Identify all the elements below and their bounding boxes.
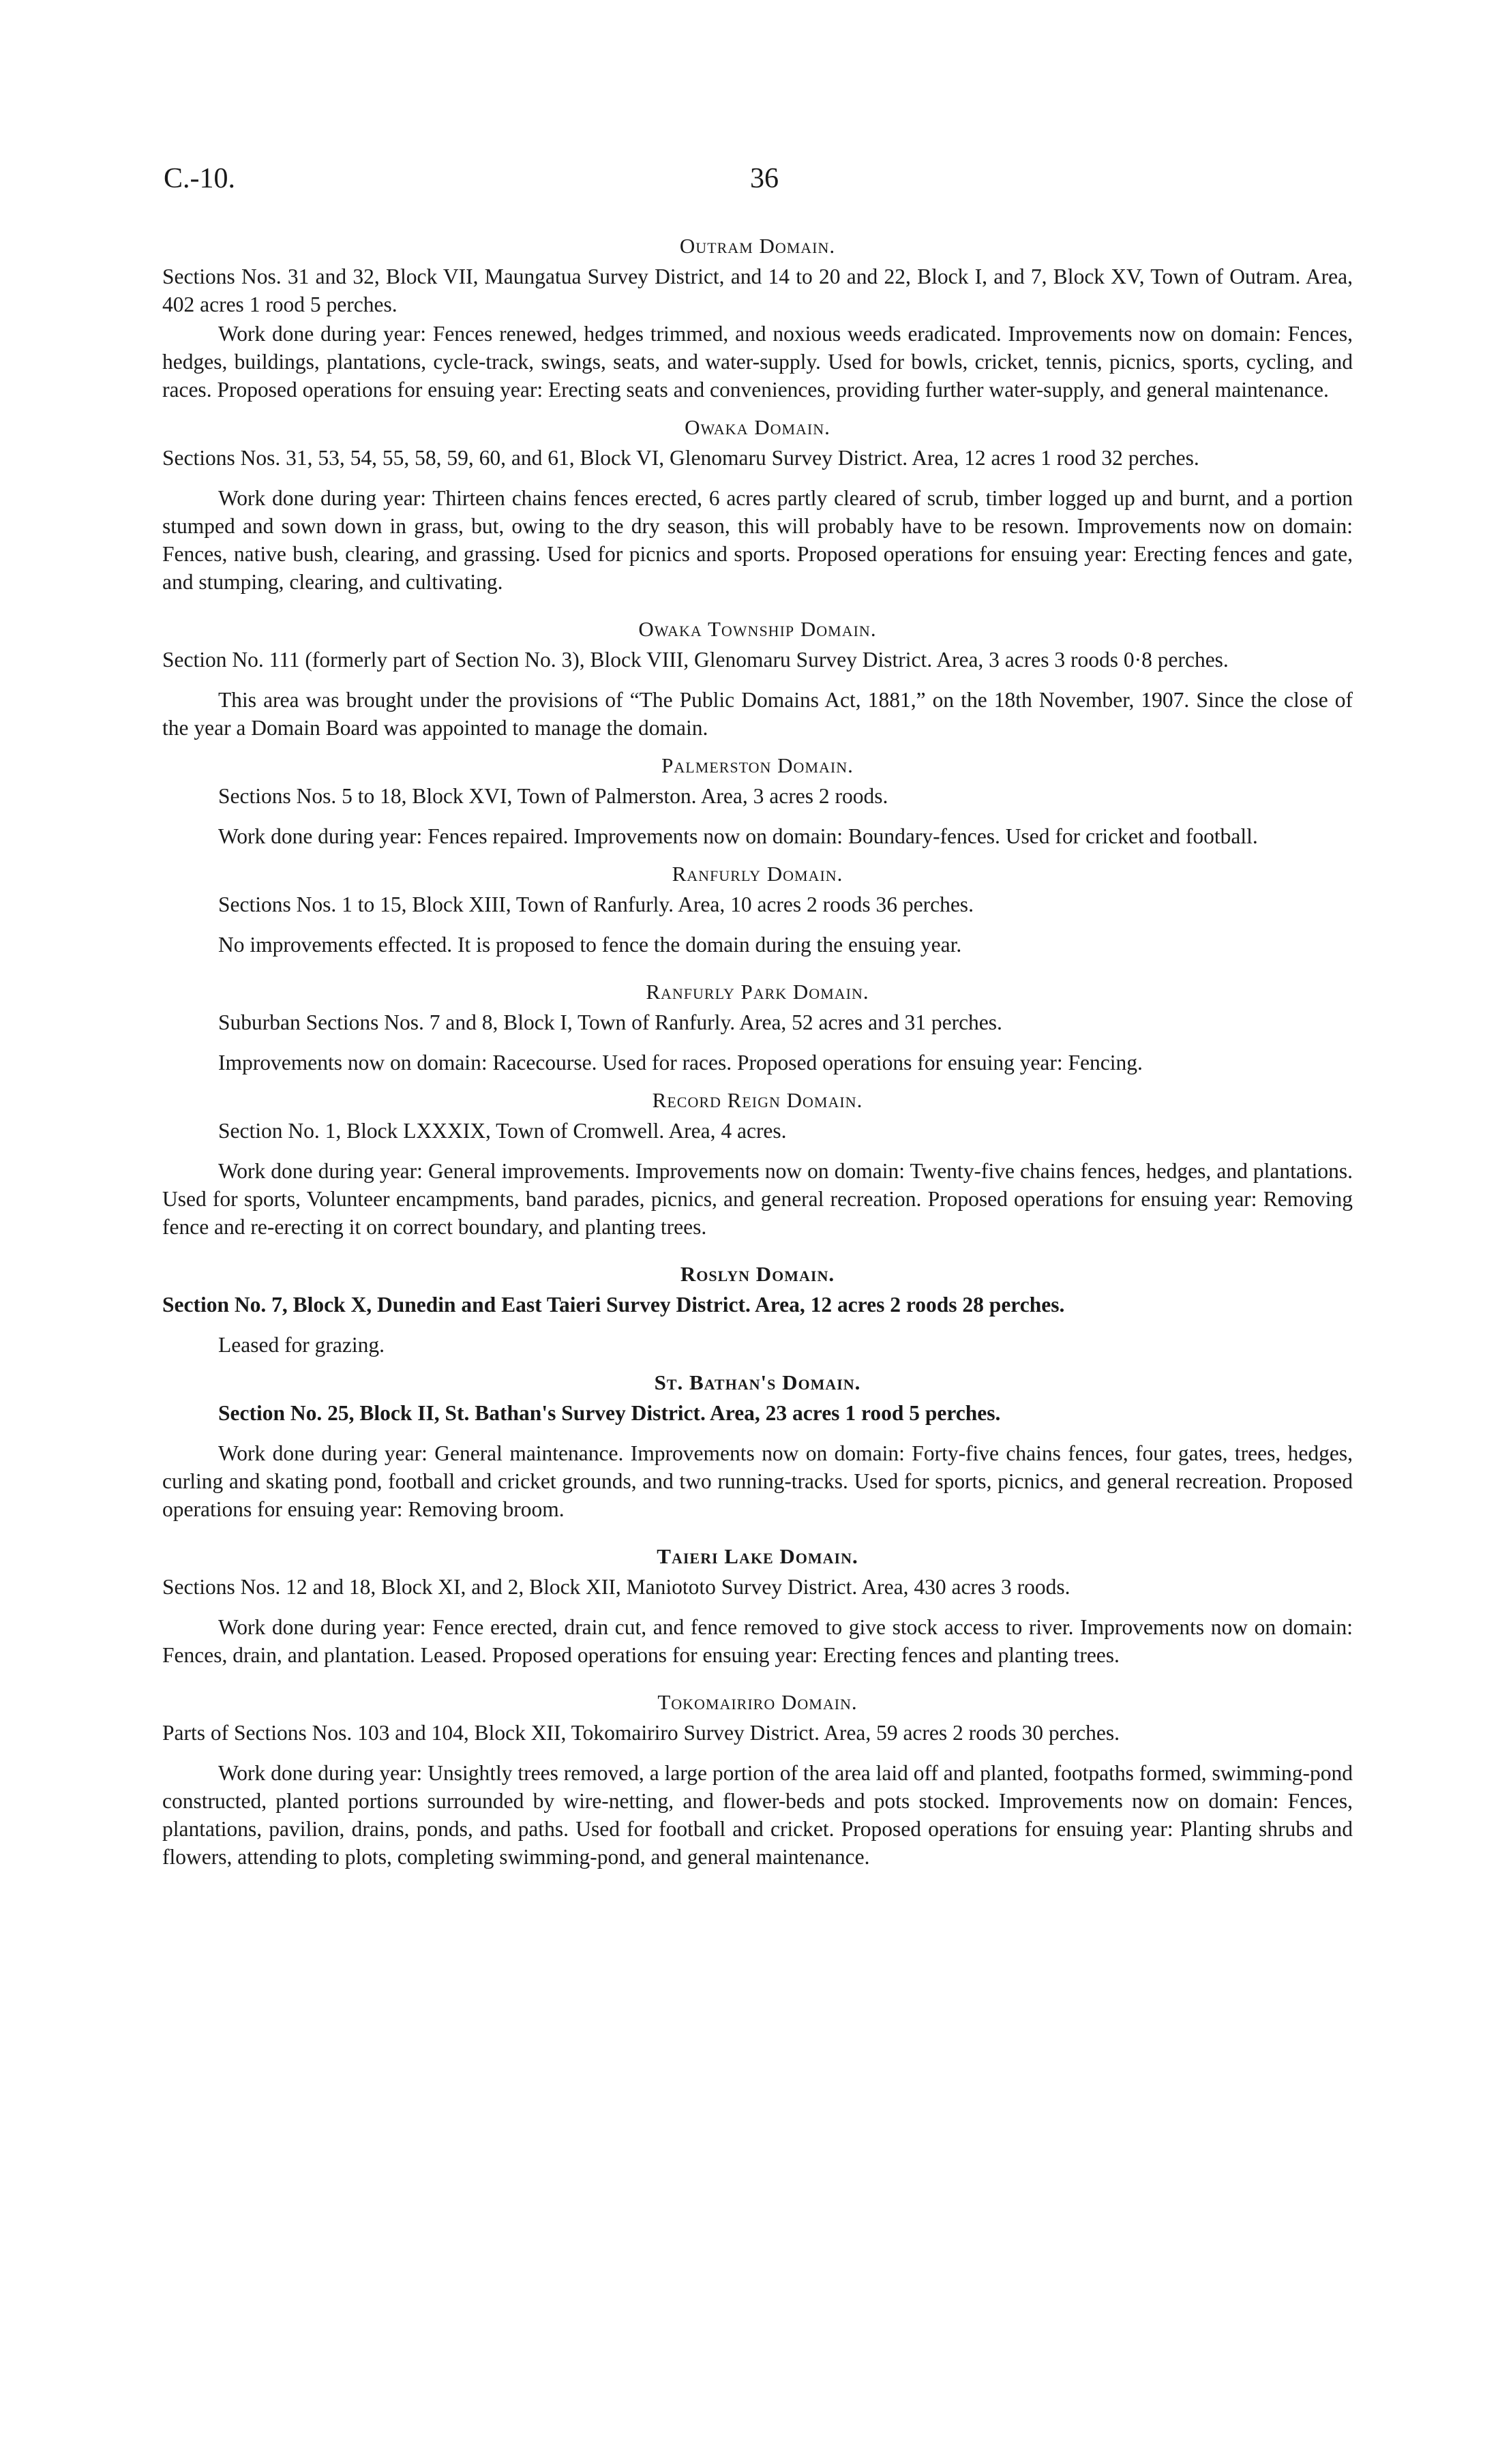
section-details: Work done during year: Thirteen chains fences erected, 6 acres partly cleared of scrub, timber logged up and burnt, and a portion stumped and sown down in grass, but, owing to the dry season, this will probably have to be resown. Improvements now on domain: Fences, native bush, clearing, and grassing. Used for picnics and sports. Proposed operations for ensuing year: Erecting fences and gate, and stumping, clearing, and cultivating. [162, 486, 1353, 594]
section-title: Palmerston Domain. [661, 753, 854, 777]
section-details: Work done during year: Fences repaired. Improvements now on domain: Boundary-fences. Used for cricket and football. [218, 824, 1258, 848]
section-title: Ranfurly Domain. [672, 862, 843, 886]
section-location: Section No. 111 (formerly part of Section No. 3), Block VIII, Glenomaru Survey District. Area, 3 acres 3 roods 0·8 perches. [162, 648, 1229, 672]
section-location: Section No. 1, Block LXXXIX, Town of Cromwell. Area, 4 acres. [218, 1119, 787, 1143]
document-body [162, 232, 1353, 1872]
section-owaka [162, 413, 1353, 596]
section-roslyn [162, 1260, 1353, 1359]
section-title: Owaka Domain. [685, 415, 830, 439]
section-st-bathans [162, 1368, 1353, 1523]
section-taieri-lake [162, 1542, 1353, 1669]
section-location: Parts of Sections Nos. 103 and 104, Block XII, Tokomairiro Survey District. Area, 59 acres 2 roods 30 perches. [162, 1721, 1120, 1745]
section-location: Suburban Sections Nos. 7 and 8, Block I, Town of Ranfurly. Area, 52 acres and 31 perches. [218, 1010, 1002, 1034]
section-title: Tokomairiro Domain. [657, 1690, 858, 1714]
section-location: Sections Nos. 31, 53, 54, 55, 58, 59, 60, and 61, Block VI, Glenomaru Survey District. Area, 12 acres 1 rood 32 perches. [162, 446, 1199, 470]
section-details: Improvements now on domain: Racecourse. Used for races. Proposed operations for ensuing year: Fencing. [218, 1051, 1143, 1075]
section-details: Work done during year: Fence erected, drain cut, and fence removed to give stock access to river. Improvements now on domain: Fences, drain, and plantation. Leased. Proposed operations for ensuing year: Erecting fences and planting trees. [162, 1615, 1353, 1667]
section-details: This area was brought under the provisions of “The Public Domains Act, 1881,” on the 18th November, 1907. Since the close of the year a Domain Board was appointed to manage the domain. [162, 688, 1353, 740]
section-location: Section No. 25, Block II, St. Bathan's Survey District. Area, 23 acres 1 rood 5 perches. [218, 1401, 1001, 1425]
section-title: Outram Domain. [679, 234, 836, 258]
section-record-reign [162, 1086, 1353, 1241]
section-tokomairiro [162, 1688, 1353, 1871]
section-details: Leased for grazing. [218, 1333, 385, 1357]
section-location: Sections Nos. 31 and 32, Block VII, Maungatua Survey District, and 14 to 20 and 22, Block I, and 7, Block XV, Town of Outram. Area, 402 acres 1 rood 5 perches. [162, 265, 1353, 316]
section-details: No improvements effected. It is proposed to fence the domain during the ensuing year. [218, 933, 962, 957]
section-ranfurly-park [162, 978, 1353, 1077]
section-title: Ranfurly Park Domain. [646, 980, 869, 1004]
section-title: Taieri Lake Domain. [657, 1544, 858, 1568]
page-number: 36 [750, 163, 779, 194]
section-details: Work done during year: Unsightly trees removed, a large portion of the area laid off and planted, footpaths formed, swimming-pond constructed, planted portions surrounded by wire-netting, and flower-beds and pots stocked. Improvements now on domain: Fences, plantations, pavilion, drains, ponds, and paths. Used for football and cricket. Proposed operations for ensuing year: Planting shrubs and flowers, attending to plots, completing swimming-pond, and general maintenance. [162, 1761, 1353, 1869]
page-header [164, 162, 1350, 203]
section-location: Sections Nos. 12 and 18, Block XI, and 2, Block XII, Maniototo Survey District. Area, 430 acres 3 roods. [162, 1575, 1070, 1599]
section-palmerston [162, 751, 1353, 850]
section-title: Roslyn Domain. [680, 1262, 835, 1286]
section-title: Record Reign Domain. [652, 1088, 863, 1112]
section-details: Work done during year: General maintenance. Improvements now on domain: Forty-five chains fences, four gates, trees, hedges, curling and skating pond, football and cricket grounds, and two running-tracks. Used for sports, picnics, and general recreation. Proposed operations for ensuing year: Removing broom. [162, 1441, 1353, 1521]
section-outram [162, 232, 1353, 404]
section-location: Sections Nos. 5 to 18, Block XVI, Town of Palmerston. Area, 3 acres 2 roods. [218, 784, 888, 808]
section-details: Work done during year: General improvements. Improvements now on domain: Twenty-five chains fences, hedges, and plantations. Used for sports, Volunteer encampments, band parades, picnics, and general recreation. Proposed operations for ensuing year: Removing fence and re-erecting it on correct boundary, and planting trees. [162, 1159, 1353, 1239]
section-location: Sections Nos. 1 to 15, Block XIII, Town of Ranfurly. Area, 10 acres 2 roods 36 perches. [218, 892, 974, 916]
section-title: St. Bathan's Domain. [654, 1370, 861, 1394]
section-details: Work done during year: Fences renewed, hedges trimmed, and noxious weeds eradicated. Improvements now on domain: Fences, hedges, buildings, plantations, cycle-track, swings, seats, and water-supply. Used for bowls, cricket, tennis, picnics, sports, cycling, and races. Proposed operations for ensuing year: Erecting seats and conveniences, providing further water-supply, and general maintenance. [162, 322, 1353, 402]
section-owaka-township [162, 615, 1353, 742]
report-reference: C.-10. [164, 163, 235, 194]
section-location: Section No. 7, Block X, Dunedin and East Taieri Survey District. Area, 12 acres 2 roods 28 perches. [162, 1293, 1065, 1317]
section-title: Owaka Township Domain. [638, 617, 877, 641]
section-ranfurly [162, 860, 1353, 959]
